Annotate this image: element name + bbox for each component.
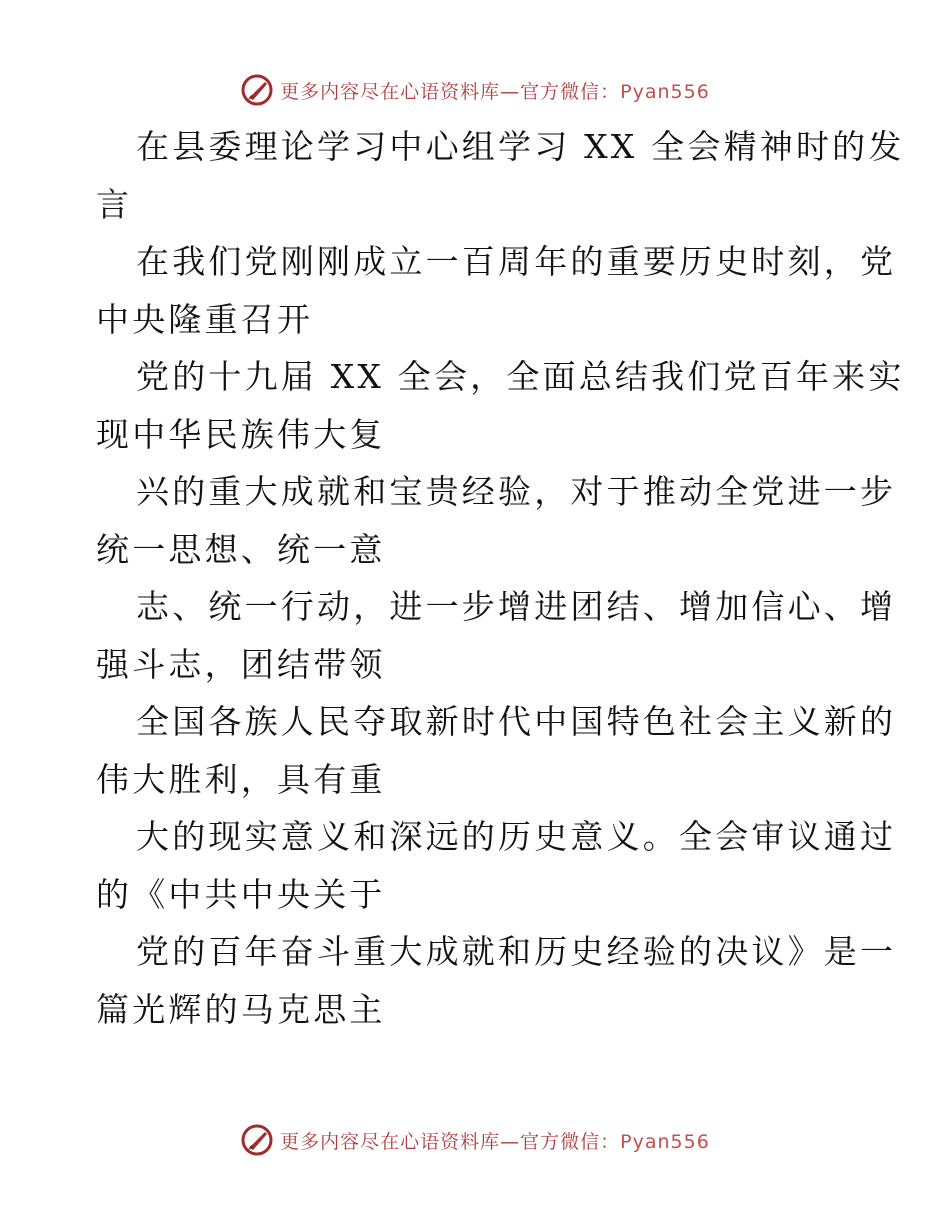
text-line: 党的百年奋斗重大成就和历史经验的决议》是一 — [136, 932, 897, 971]
text-line: 在我们党刚刚成立一百周年的重要历史时刻，党 — [136, 242, 897, 281]
footer-banner — [0, 1120, 950, 1160]
text-line: 全国各族人民夺取新时代中国特色社会主义新的 — [136, 702, 897, 741]
footer-banner-text: 更多内容尽在心语资料库—官方微信：Pyan556 — [280, 1130, 710, 1153]
text-line: 志、统一行动，进一步增进团结、增加信心、增 — [136, 587, 897, 626]
text-line: 篇光辉的马克思主 — [96, 989, 386, 1029]
header-banner — [0, 70, 950, 110]
quill-pen-circle-icon — [240, 1123, 274, 1157]
text-line: 言 — [96, 184, 133, 224]
text-line: 强斗志，团结带领 — [96, 644, 386, 684]
header-wechat-id: Pyan556 — [620, 80, 710, 103]
quill-pen-circle-icon — [240, 73, 274, 107]
text-line: 统一思想、统一意 — [96, 529, 386, 569]
text-line: 大的现实意义和深远的历史意义。全会审议通过 — [136, 817, 897, 856]
text-line: 在县委理论学习中心组学习 XX 全会精神时的发 — [136, 127, 905, 166]
text-line: 兴的重大成就和宝贵经验，对于推动全党进一步 — [136, 472, 897, 511]
header-banner-text: 更多内容尽在心语资料库—官方微信：Pyan556 — [280, 80, 710, 103]
text-line: 中央隆重召开 — [96, 299, 314, 339]
footer-wechat-id: Pyan556 — [620, 1130, 710, 1153]
text-line: 现中华民族伟大复 — [96, 414, 386, 454]
text-line: 党的十九届 XX 全会，全面总结我们党百年来实 — [136, 357, 905, 396]
text-line: 伟大胜利，具有重 — [96, 759, 386, 799]
text-line: 的《中共中央关于 — [96, 874, 386, 914]
document-body — [96, 118, 905, 1038]
